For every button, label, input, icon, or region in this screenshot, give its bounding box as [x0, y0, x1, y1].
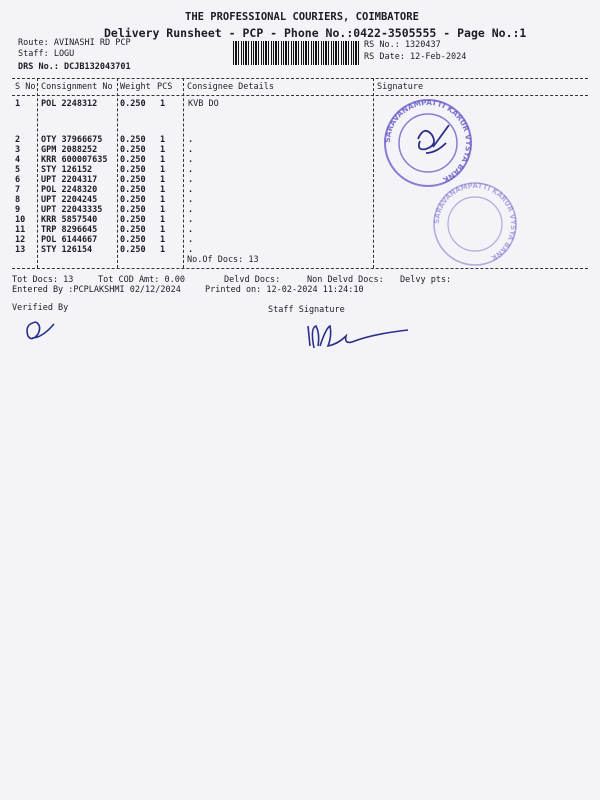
printed-on: Printed on: 12-02-2024 11:24:10 — [205, 285, 364, 295]
cell-sno: 7 — [15, 185, 21, 195]
tot-cod-amount: Tot COD Amt: 0.00 — [98, 275, 185, 285]
cell-consignment: KRR 600007635 — [41, 155, 108, 165]
table-row — [0, 145, 380, 155]
cell-consignment: TRP 8296645 — [41, 225, 98, 235]
cell-consignee: KVB DO — [188, 99, 219, 109]
delivered-docs: Delvd Docs: — [224, 275, 281, 285]
cell-sno: 9 — [15, 205, 21, 215]
cell-weight: 0.250 — [120, 175, 146, 185]
cell-consignment: OTY 37966675 — [41, 135, 103, 145]
verified-by-label: Verified By — [12, 303, 69, 313]
rs-date: RS Date: 12-Feb-2024 — [364, 52, 467, 62]
cell-pcs: 1 — [160, 195, 166, 205]
cell-weight: 0.250 — [120, 145, 146, 155]
cell-pcs: 1 — [160, 135, 166, 145]
table-row — [0, 175, 380, 185]
cell-pcs: 1 — [160, 155, 166, 165]
staff-label: Staff: LOGU — [18, 49, 75, 59]
cell-consignee: . — [188, 155, 194, 165]
cell-sno: 11 — [15, 225, 26, 235]
cell-consignment: POL 6144667 — [41, 235, 98, 245]
table-header-rule — [12, 95, 588, 96]
header-sno: S No — [15, 82, 36, 92]
table-bottom-rule — [12, 268, 588, 269]
cell-consignment: UPT 2204317 — [41, 175, 98, 185]
table-row — [0, 225, 380, 235]
delivery-points: Delvy pts: — [400, 275, 452, 285]
verifier-signature — [20, 316, 60, 344]
cell-sno: 1 — [15, 99, 21, 109]
cell-sno: 12 — [15, 235, 26, 245]
cell-sno: 6 — [15, 175, 21, 185]
header-signature: Signature — [377, 82, 424, 92]
barcode-image — [233, 41, 359, 65]
cell-consignee: . — [188, 245, 194, 255]
cell-sno: 8 — [15, 195, 21, 205]
cell-weight: 0.250 — [120, 99, 146, 109]
cell-sno: 13 — [15, 245, 26, 255]
route-label: Route: AVINASHI RD PCP — [18, 38, 131, 48]
header-consignee: Consignee Details — [187, 82, 274, 92]
cell-weight: 0.250 — [120, 215, 146, 225]
cell-consignee: . — [188, 165, 194, 175]
cell-pcs: 1 — [160, 225, 166, 235]
staff-signature — [300, 320, 412, 354]
cell-consignee: . — [188, 145, 194, 155]
cell-sno: 3 — [15, 145, 21, 155]
cell-sno: 5 — [15, 165, 21, 175]
cell-sno: 4 — [15, 155, 21, 165]
svg-text:SARAVANAMPATTI KARUR VYSYA BAN: SARAVANAMPATTI KARUR VYSYA BANK — [382, 97, 474, 185]
cell-consignee: . — [188, 175, 194, 185]
table-row — [0, 205, 380, 215]
cell-pcs: 1 — [160, 145, 166, 155]
tot-docs: Tot Docs: 13 — [12, 275, 74, 285]
cell-pcs: 1 — [160, 215, 166, 225]
non-delivered-docs: Non Delvd Docs: — [307, 275, 384, 285]
cell-consignee: . — [188, 215, 194, 225]
cell-consignment: POL 2248320 — [41, 185, 98, 195]
cell-consignment: GPM 2088252 — [41, 145, 98, 155]
table-row — [0, 215, 380, 225]
bank-stamp-1 — [378, 97, 478, 189]
cell-consignee: . — [188, 205, 194, 215]
rs-number: RS No.: 1320437 — [364, 40, 441, 50]
cell-consignment: KRR 5857540 — [41, 215, 98, 225]
table-row — [0, 235, 380, 245]
table-row — [0, 135, 380, 145]
header-consignment: Consignment No — [41, 82, 113, 92]
no-of-docs: No.Of Docs: 13 — [187, 255, 259, 265]
header-weight: Weight — [120, 82, 151, 92]
table-row — [0, 245, 380, 255]
entered-by: Entered By :PCPLAKSHMI 02/12/2024 — [12, 285, 181, 295]
cell-pcs: 1 — [160, 175, 166, 185]
cell-consignee: . — [188, 185, 194, 195]
cell-pcs: 1 — [160, 99, 166, 109]
cell-weight: 0.250 — [120, 205, 146, 215]
company-name: THE PROFESSIONAL COURIERS, COIMBATORE — [185, 11, 419, 23]
cell-weight: 0.250 — [120, 235, 146, 245]
cell-pcs: 1 — [160, 205, 166, 215]
cell-weight: 0.250 — [120, 245, 146, 255]
drs-number: DRS No.: DCJB132043701 — [18, 62, 131, 72]
table-row — [0, 195, 380, 205]
table-top-rule — [12, 78, 588, 79]
cell-consignment: UPT 22043335 — [41, 205, 103, 215]
header-pcs: PCS — [157, 82, 173, 92]
staff-signature-label: Staff Signature — [268, 305, 345, 315]
cell-consignee: . — [188, 225, 194, 235]
cell-weight: 0.250 — [120, 165, 146, 175]
bank-stamp-2 — [428, 180, 522, 268]
cell-weight: 0.250 — [120, 195, 146, 205]
cell-sno: 2 — [15, 135, 21, 145]
table-row — [0, 165, 380, 175]
table-row — [0, 185, 380, 195]
cell-consignee: . — [188, 195, 194, 205]
cell-weight: 0.250 — [120, 155, 146, 165]
cell-pcs: 1 — [160, 185, 166, 195]
cell-consignee: . — [188, 135, 194, 145]
cell-weight: 0.250 — [120, 225, 146, 235]
cell-consignment: STY 126154 — [41, 245, 93, 255]
table-row — [0, 99, 380, 109]
cell-consignment: UPT 2204245 — [41, 195, 98, 205]
cell-sno: 10 — [15, 215, 26, 225]
cell-weight: 0.250 — [120, 135, 146, 145]
runsheet-title: Delivery Runsheet - PCP - Phone No.:0422-3505555 - Page No.:1 — [104, 26, 527, 40]
cell-consignment: POL 2248312 — [41, 99, 98, 109]
cell-pcs: 1 — [160, 165, 166, 175]
cell-consignment: STY 126152 — [41, 165, 93, 175]
cell-pcs: 1 — [160, 245, 166, 255]
cell-consignee: . — [188, 235, 194, 245]
table-row — [0, 155, 380, 165]
cell-pcs: 1 — [160, 235, 166, 245]
cell-weight: 0.250 — [120, 185, 146, 195]
svg-text:SARAVANAMPATTI KARUR VYSYA BAN: SARAVANAMPATTI KARUR VYSYA BANK — [432, 181, 518, 262]
